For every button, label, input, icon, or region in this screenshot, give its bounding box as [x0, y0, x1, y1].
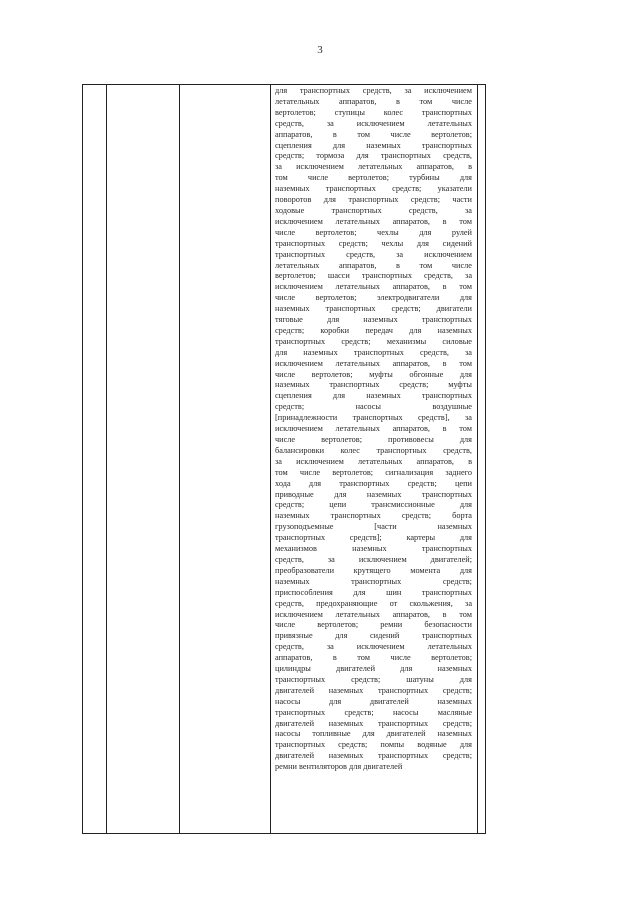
cell-text-line: преобразователи крутящего момента для	[275, 565, 472, 575]
cell-text-line: транспортных средств; помпы водяные для	[275, 740, 472, 750]
cell-text-line: привязные для сидений транспортных	[275, 631, 472, 641]
cell-text-line: средств, предохраняющие от скольжения, за	[275, 598, 472, 608]
cell-text-line: за исключением летательных аппаратов, в	[275, 162, 472, 172]
cell-text-line: насосы для двигателей наземных	[275, 696, 472, 706]
cell-text-line: наземных транспортных средств; двигатели	[275, 304, 472, 314]
cell-text-line: хода для транспортных средств; цепи	[275, 478, 472, 488]
cell-text-line: грузоподъемные [части наземных	[275, 522, 472, 532]
cell-last-column	[478, 85, 485, 833]
cell-text-line: исключением летательных аппаратов, в том	[275, 216, 472, 226]
table-right-border	[485, 84, 486, 834]
cell-text-line: транспортных средств]; картеры для	[275, 533, 472, 543]
column-divider-3	[270, 84, 271, 834]
cell-text-line: исключением летательных аппаратов, в том	[275, 424, 472, 434]
cell-text-line: наземных транспортных средств;	[275, 576, 472, 586]
cell-text-line: наземных транспортных средств; муфты	[275, 380, 472, 390]
cell-text-line: двигателей наземных транспортных средств;	[275, 718, 472, 728]
cell-text-line: исключением летательных аппаратов, в том	[275, 282, 472, 292]
cell-text-line: числе вертолетов; муфты обгонные для	[275, 369, 472, 379]
table-bottom-border	[82, 833, 486, 834]
cell-text-line: летательных аппаратов, в том числе	[275, 96, 472, 106]
cell-text-line: балансировки колес транспортных средств,	[275, 445, 472, 455]
cell-text-line: транспортных средств; механизмы силовые	[275, 336, 472, 346]
page-number: 3	[317, 44, 323, 56]
cell-third-column	[180, 85, 270, 833]
cell-text-line: механизмов наземных транспортных	[275, 544, 472, 554]
document-table	[82, 84, 486, 834]
cell-text-line: числе вертолетов; электродвигатели для	[275, 293, 472, 303]
cell-text-line: средств; цепи трансмиссионные для	[275, 500, 472, 510]
cell-text-line: поворотов для транспортных средств; части	[275, 195, 472, 205]
cell-text-line: том числе вертолетов; сигнализация заднего	[275, 467, 472, 477]
cell-text-line: сцепления для наземных транспортных	[275, 391, 472, 401]
cell-text-line: приспособления для шин транспортных	[275, 587, 472, 597]
cell-text-line: числе вертолетов; ремни безопасности	[275, 620, 472, 630]
cell-text-line: средств; насосы воздушные	[275, 402, 472, 412]
cell-text-line: [принадлежности транспортных средств], за	[275, 413, 472, 423]
cell-text-line: ремни вентиляторов для двигателей	[275, 762, 403, 772]
cell-text-line: насосы топливные для двигателей наземных	[275, 729, 472, 739]
cell-text-line: транспортных средств; чехлы для сидений	[275, 238, 472, 248]
cell-text-line: цилиндры двигателей для наземных	[275, 664, 472, 674]
cell-text-line: ходовые транспортных средств, за	[275, 205, 472, 215]
cell-text-line: аппаратов, в том числе вертолетов;	[275, 129, 472, 139]
cell-text-line: транспортных средств; насосы масляные	[275, 707, 472, 717]
cell-text-line: средств, за исключением двигателей;	[275, 554, 472, 564]
cell-text-line: числе вертолетов; чехлы для рулей	[275, 227, 472, 237]
cell-text-line: летательных аппаратов, в том числе	[275, 260, 472, 270]
cell-text-line: исключением летательных аппаратов, в том	[275, 358, 472, 368]
cell-text-line: двигателей наземных транспортных средств;	[275, 685, 472, 695]
cell-text-line: наземных транспортных средств; борта	[275, 511, 472, 521]
cell-text-line: исключением летательных аппаратов, в том	[275, 609, 472, 619]
cell-text-line: средств; коробки передач для наземных	[275, 325, 472, 335]
cell-text-line: вертолетов; ступицы колес транспортных	[275, 107, 472, 117]
cell-text-line: том числе вертолетов; турбины для	[275, 173, 472, 183]
cell-text-line: приводные для наземных транспортных	[275, 489, 472, 499]
cell-text-line: транспортных средств; шатуны для	[275, 674, 472, 684]
cell-text-line: средств, за исключением летательных	[275, 118, 472, 128]
cell-text-line: двигателей наземных транспортных средств;	[275, 751, 472, 761]
cell-text-line: тяговые для наземных транспортных	[275, 315, 472, 325]
cell-text-line: для транспортных средств, за исключением	[275, 86, 472, 95]
goods-list-cell	[275, 86, 472, 773]
cell-text-line: транспортных средств, за исключением	[275, 249, 472, 259]
cell-number-column	[83, 85, 106, 833]
cell-text-line: средств; тормоза для транспортных средств,	[275, 151, 472, 161]
cell-text-line: числе вертолетов; противовесы для	[275, 435, 472, 444]
cell-text-line: аппаратов, в том числе вертолетов;	[275, 653, 472, 663]
cell-text-line: для наземных транспортных средств, за	[275, 347, 472, 357]
cell-text-line: сцепления для наземных транспортных	[275, 140, 472, 150]
cell-second-column	[107, 85, 179, 833]
cell-text-line: средств, за исключением летательных	[275, 642, 472, 652]
cell-text-line: наземных транспортных средств; указатели	[275, 184, 472, 194]
cell-text-line: за исключением летательных аппаратов, в	[275, 456, 472, 466]
cell-text-line: вертолетов; шасси транспортных средств, за	[275, 271, 472, 281]
